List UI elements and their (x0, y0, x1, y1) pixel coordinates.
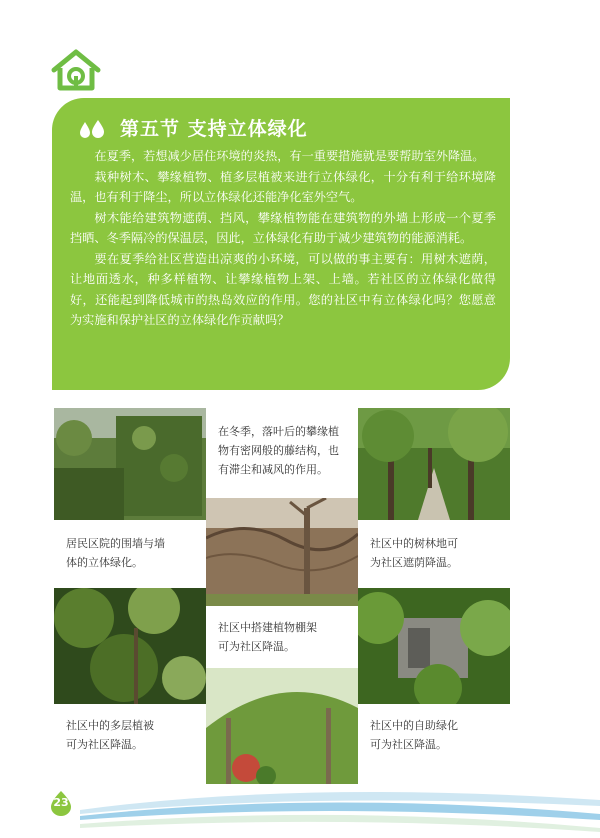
tree-grove-photo (358, 408, 510, 520)
caption-line: 在冬季，落叶后的攀缘植 (218, 425, 339, 438)
caption-line: 可为社区降温。 (66, 738, 143, 751)
caption-line: 居民区院的围墙与墙 (66, 537, 165, 550)
paragraph: 树木能给建筑物遮荫、挡风，攀缘植物能在建筑物的外墙上形成一个夏季挡晒、冬季隔冷的保温层，因此，立体绿化有助于减少建筑物的能源消耗。 (70, 210, 496, 245)
section-title: 第五节 支持立体绿化 (120, 118, 308, 140)
caption-line: 可为社区降温。 (218, 640, 295, 653)
layered-vegetation-photo (54, 588, 206, 704)
wave-decoration (0, 770, 600, 838)
caption-line: 有滞尘和减风的作用。 (218, 463, 328, 476)
paragraph: 在夏季，若想减少居住环境的炎热，有一重要措施就是要帮助室外降温。 (94, 149, 485, 163)
house-leaf-icon (50, 48, 102, 92)
paragraph: 栽种树木、攀缘植物、植多层植被来进行立体绿化，十分有利于给环境降温，也有利于降尘，所以立体绿化还能净化室外空气。 (70, 169, 496, 204)
winter-vines-photo (206, 498, 358, 606)
photo-grid (54, 408, 510, 784)
section-body (70, 146, 496, 331)
self-greening-photo (358, 588, 510, 704)
caption-line: 体的立体绿化。 (66, 556, 143, 569)
caption-trellis (206, 606, 358, 668)
caption-trees (358, 520, 510, 588)
caption-wall (54, 520, 206, 588)
caption-line: 为社区遮荫降温。 (370, 556, 458, 569)
page-number-badge (48, 790, 74, 816)
water-drops-icon (78, 118, 108, 140)
paragraph: 要在夏季给社区营造出凉爽的小环境，可以做的事主要有：用树木遮荫，让地面透水，种多样植物、让攀缘植物上架、上墙。若社区的立体绿化做得好，还能起到降低城市的热岛效应的作用。您的社区中有立体绿化吗？您愿意为实施和保护社区的立体绿化作贡献吗？ (70, 251, 496, 327)
caption-line: 社区中的自助绿化 (370, 719, 458, 732)
caption-line: 物有密网般的藤结构，也 (218, 444, 339, 457)
trellis-photo (206, 668, 358, 784)
page-number: 23 (53, 796, 69, 809)
ivy-wall-photo (54, 408, 206, 520)
caption-line: 社区中搭建植物棚架 (218, 621, 317, 634)
caption-line: 社区中的树林地可 (370, 537, 458, 550)
caption-winter (206, 408, 358, 498)
caption-line: 社区中的多层植被 (66, 719, 154, 732)
caption-line: 可为社区降温。 (370, 738, 447, 751)
